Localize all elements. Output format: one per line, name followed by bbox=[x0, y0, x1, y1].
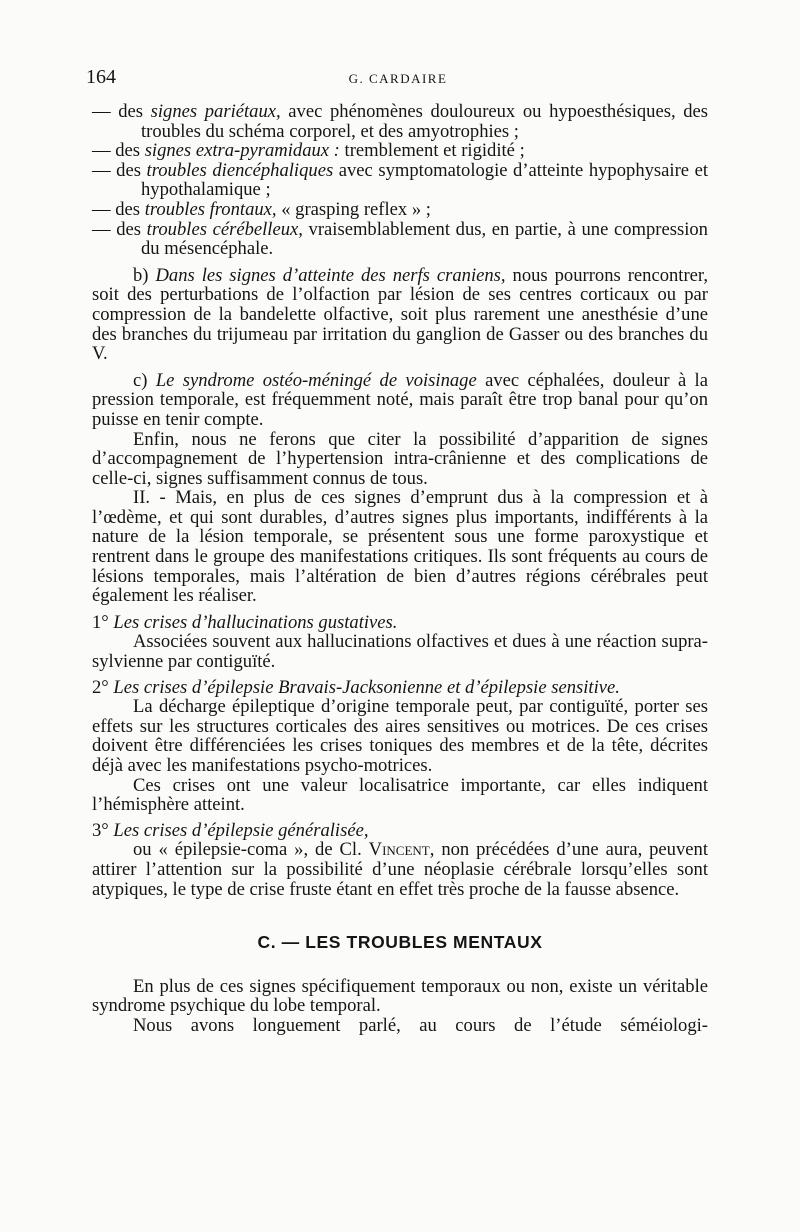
paragraph-2b: Ces crises ont une valeur localisatrice importante, car elles indiquent l’hémisphère atteint. bbox=[92, 774, 708, 816]
page-number: 164 bbox=[86, 66, 116, 88]
paragraph-3: ou « épilepsie-coma », de Cl. Vincent, non précédées d’une aura, peuvent attirer l’attention sur la possibilité d’une néoplasie cérébrale lorsqu’elles sont atypiques, le type de crise fruste étant en effet très proche de la fausse absence. bbox=[92, 839, 708, 900]
paragraph-enfin: Enfin, nous ne ferons que citer la possibilité d’apparition de signes d’accompagnement de l’hypertension intra-crânienne et des complications de celle-ci, signes suffisamment connus de tous. bbox=[92, 428, 708, 489]
list-item: — des troubles cérébelleux, vraisemblablement dus, en partie, à une compression du mésencéphale. bbox=[92, 218, 708, 260]
paragraph-ii: II. - Mais, en plus de ces signes d’emprunt dus à la compression et à l’œdème, et qui sont durables, d’autres signes plus importants, indifférents à la nature de la lésion temporale, se présentent sous une forme paroxystique et rentrent dans le groupe des manifestations critiques. Ils sont fréquents au cours de lésions temporales, mais l’altération de bien d’autres régions cérébrales peut également les réaliser. bbox=[92, 487, 708, 607]
paragraph-b: b) Dans les signes d’atteinte des nerfs craniens, nous pourrons rencontrer, soit des perturbations de l’olfaction par lésion de ses centres corticaux ou par compression de la bandelette olfactive, soit plus rarement une anesthésie d’une des branches du trijumeau par irritation du ganglion de Gasser ou des branches du V. bbox=[92, 264, 708, 365]
paragraph-1: Associées souvent aux hallucinations olfactives et dues à une réaction supra-sylvienne par contiguïté. bbox=[92, 631, 708, 673]
subsection-heading-1: 1° Les crises d’hallucinations gustatives. bbox=[92, 611, 398, 633]
paragraph-2a: La décharge épileptique d’origine temporale peut, par contiguïté, porter ses effets sur les structures corticales des aires sensitives ou motrices. De ces crises doivent être différenciées les crises toniques des membres et de la tête, décrites déjà avec les manifestations psycho-motrices. bbox=[92, 696, 708, 776]
paragraph-c: c) Le syndrome ostéo-méningé de voisinage avec céphalées, douleur à la pression temporale, est fréquemment noté, mais paraît être trop banal pour qu’on puisse en tenir compte. bbox=[92, 369, 708, 430]
list-item: — des signes extra-pyramidaux : tremblement et rigidité ; bbox=[92, 140, 525, 162]
page-header bbox=[86, 66, 710, 92]
list-item: — des signes pariétaux, avec phénomènes douloureux ou hypoesthésiques, des troubles du schéma corporel, et des amyotrophies ; bbox=[92, 101, 709, 142]
subsection-heading-2: 2° Les crises d’épilepsie Bravais-Jacksonienne et d’épilepsie sensitive. bbox=[92, 676, 620, 698]
paragraph-4: En plus de ces signes spécifiquement temporaux ou non, existe un véritable syndrome psychique du lobe temporal. bbox=[92, 975, 708, 1017]
running-head: G. CARDAIRE bbox=[348, 71, 448, 86]
page-body bbox=[92, 102, 708, 1036]
list-item: — des troubles frontaux, « grasping reflex » ; bbox=[92, 198, 431, 220]
list-item: — des troubles diencéphaliques avec symptomatologie d’atteinte hypophysaire et hypothalamique ; bbox=[92, 159, 709, 201]
paragraph-5: Nous avons longuement parlé, au cours de l’étude séméiologi- bbox=[133, 1014, 708, 1036]
section-title: C. — LES TROUBLES MENTAUX bbox=[257, 932, 543, 953]
subsection-heading-3: 3° Les crises d’épilepsie généralisée, bbox=[92, 819, 369, 841]
